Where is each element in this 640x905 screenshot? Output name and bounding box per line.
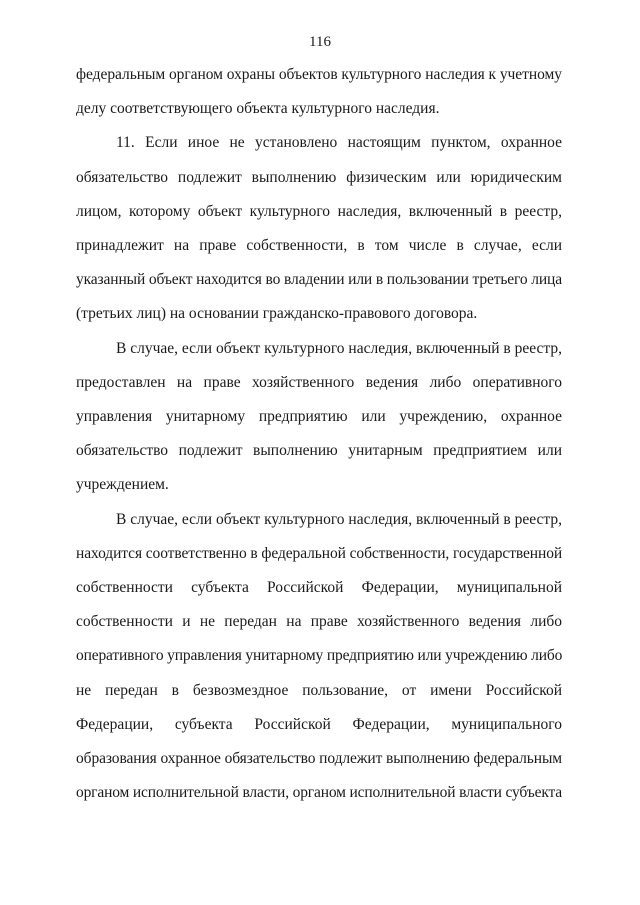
text-line: собственности субъекта Российской Федерации, муниципальной	[76, 579, 562, 597]
text-line: делу соответствующего объекта культурного наследия.	[76, 100, 440, 118]
text-line: не передан в безвозмездное пользование, от имени Российской	[76, 681, 562, 699]
text-line: федеральным органом охраны объектов культурного наследия к учетному	[76, 66, 562, 83]
text-line: В случае, если объект культурного наследия, включенный в реестр,	[116, 510, 562, 528]
text-line: обязательство подлежит выполнению унитарным предприятием или	[76, 442, 562, 460]
text-line: лицом, которому объект культурного наследия, включенный в реестр,	[76, 202, 562, 220]
text-line: (третьих лиц) на основании гражданско-правового договора.	[76, 305, 478, 323]
text-line: Федерации, субъекта Российской Федерации, муниципального	[76, 715, 562, 733]
text-line: оперативного управления унитарному предприятию или учреждению либо	[76, 647, 563, 665]
text-line: образования охранное обязательство подлежит выполнению федеральным	[76, 750, 562, 768]
text-line: собственности и не передан на праве хозяйственного ведения либо	[76, 613, 562, 631]
document-body	[76, 58, 562, 810]
text-line: обязательство подлежит выполнению физическим или юридическим	[76, 168, 562, 186]
text-line: 11. Если иное не установлено настоящим пунктом, охранное	[116, 134, 562, 152]
text-line: учреждением.	[76, 476, 169, 494]
text-line: органом исполнительной власти, органом исполнительной власти субъекта	[76, 784, 563, 802]
text-line: В случае, если объект культурного наследия, включенный в реестр,	[116, 339, 562, 357]
page-number: 116	[309, 34, 331, 50]
text-line: указанный объект находится во владении или в пользовании третьего лица	[76, 271, 562, 289]
text-line: принадлежит на праве собственности, в том числе в случае, если	[76, 237, 562, 255]
text-line: предоставлен на праве хозяйственного ведения либо оперативного	[76, 373, 562, 391]
text-line: управления унитарному предприятию или учреждению, охранное	[76, 408, 562, 426]
text-line: находится соответственно в федеральной собственности, государственной	[76, 544, 563, 562]
